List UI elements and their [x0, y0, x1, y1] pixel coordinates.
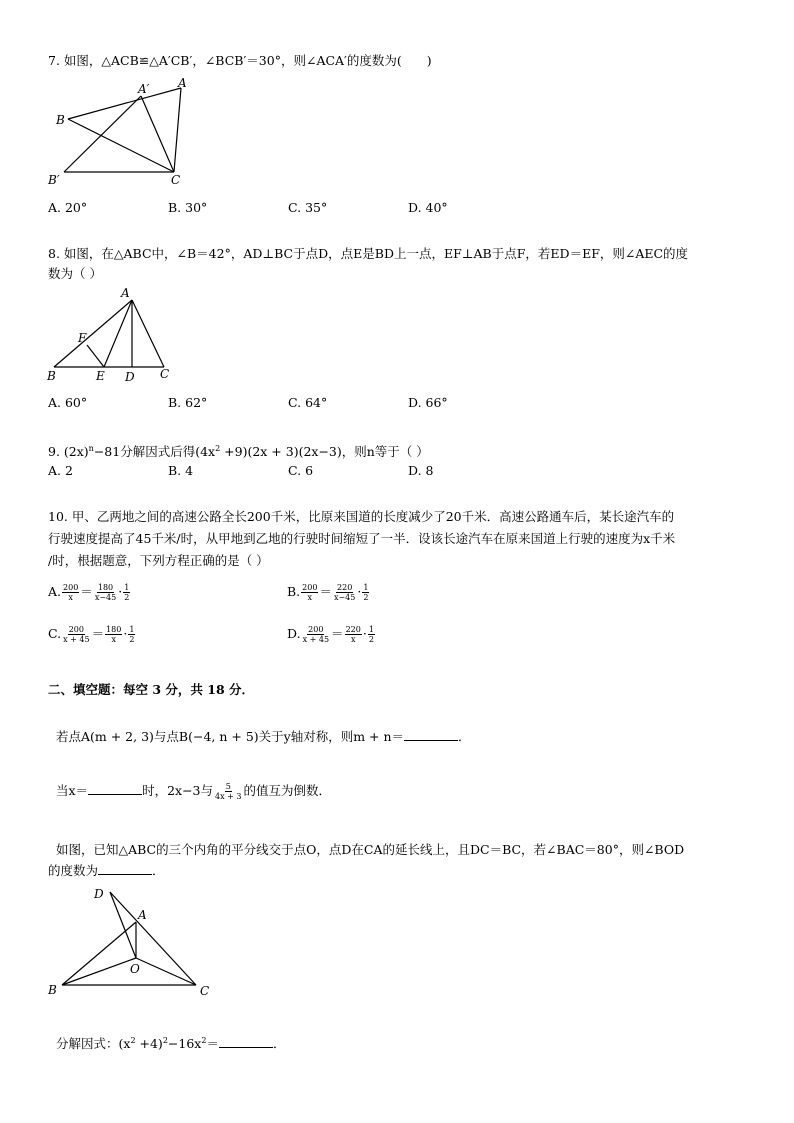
fill-q3-label-c: C — [200, 984, 210, 998]
q8-option-d: D. 66° — [408, 395, 448, 410]
q7-label-a-prime: A′ — [138, 82, 150, 96]
fill-q4-blank — [219, 1035, 273, 1048]
q8-option-c: C. 64° — [288, 395, 328, 410]
q10-option-d: D. $\frac{200}{x + 45}$ ＝ $\frac{220}{x}$ · $\frac{1}{2}$ — [287, 625, 374, 644]
q9-option-a: A. 2 — [48, 463, 73, 478]
q8-label-f: F — [78, 331, 87, 345]
q7-figure — [44, 76, 204, 192]
section2-title: 二、填空题：每空 3 分，共 18 分． — [48, 682, 255, 697]
q9-option-b: B. 4 — [168, 463, 194, 478]
q7-stem: 7. 如图，△ACB≌△A′CB′，∠BCB′＝30°，则∠ACA′的度数为( ) — [48, 53, 432, 68]
q8-stem-line2: 数为（ ） — [48, 266, 102, 281]
fill-q3-blank — [98, 862, 152, 875]
fill-q2: 当x＝ 时，2x−3与 $\frac{5}{4x + 3}$ 的值互为倒数． — [56, 782, 331, 801]
q10-stem-line1: 10. 甲、乙两地之间的高速公路全长200千米，比原来国道的长度减少了20千米．高速公路通车后，某长途汽车的 — [48, 509, 675, 524]
q8-stem-line1: 8. 如图，在△ABC中，∠B＝42°，AD⊥BC于点D，点E是BD上一点，EF⊥AB于点F，若ED＝EF，则∠AEC的度 — [48, 246, 689, 261]
fill-q1-blank — [404, 728, 458, 741]
q10-option-b: B. $\frac{200}{x}$ ＝ $\frac{220}{x-45}$ · $\frac{1}{2}$ — [287, 583, 369, 602]
q10-stem-line2: 行驶速度提高了45千米/时，从甲地到乙地的行驶时间缩短了一半．设该长途汽车在原来国道上行驶的速度为x千米 — [48, 531, 676, 546]
q7-label-a: A — [178, 76, 187, 90]
q8-label-c: C — [160, 367, 170, 381]
fill-q3-label-b: B — [48, 983, 57, 997]
fill-q3-label-a: A — [138, 908, 147, 922]
q9-option-c: C. 6 — [288, 463, 314, 478]
q7-option-b: B. 30° — [168, 200, 208, 215]
q8-option-b: B. 62° — [168, 395, 208, 410]
q7-option-d: D. 40° — [408, 200, 448, 215]
q8-figure — [44, 284, 184, 384]
q8-label-e: E — [96, 369, 105, 383]
q10-option-a: A. $\frac{200}{x}$ ＝ $\frac{180}{x-45}$ · $\frac{1}{2}$ — [48, 583, 130, 602]
q10-option-c: C. $\frac{200}{x + 45}$ ＝ $\frac{180}{x}$ · $\frac{1}{2}$ — [48, 625, 135, 644]
fill-q3-label-d: D — [94, 887, 104, 901]
q8-label-d: D — [125, 370, 135, 384]
q7-option-c: C. 35° — [288, 200, 328, 215]
fill-q4: 分解因式：$(x^2 +4)^2-16x^2=$ ． — [56, 1036, 286, 1052]
fill-q1: 若点A(m + 2, 3)与点B(−4, n + 5)关于y轴对称，则m + n＝ ． — [56, 729, 471, 744]
q9-stem: 9. $(2x)^n-81$分解因式后得$(4x^2 +9)(2x + 3)(2x-3)$，则n等于（ ） — [48, 444, 429, 460]
q7-label-c: C — [171, 173, 181, 187]
fill-q3-label-o: O — [130, 962, 140, 976]
q9-option-d: D. 8 — [408, 463, 434, 478]
q8-label-b: B — [47, 369, 56, 383]
q7-label-b-prime: B′ — [48, 173, 60, 187]
q7-label-b: B — [56, 113, 65, 127]
fill-q3-line1: 如图，已知△ABC的三个内角的平分线交于点O，点D在CA的延长线上，且DC＝BC，若∠BAC＝80°，则∠BOD — [56, 842, 685, 857]
q8-label-a: A — [121, 286, 130, 300]
q8-option-a: A. 60° — [48, 395, 88, 410]
fill-q2-blank — [88, 782, 142, 795]
fill-q3-figure — [44, 882, 224, 1000]
q7-option-a: A. 20° — [48, 200, 88, 215]
fill-q3-line2: 的度数为 ． — [48, 863, 165, 878]
q10-stem-line3: /时，根据题意，下列方程正确的是（ ） — [48, 553, 269, 568]
